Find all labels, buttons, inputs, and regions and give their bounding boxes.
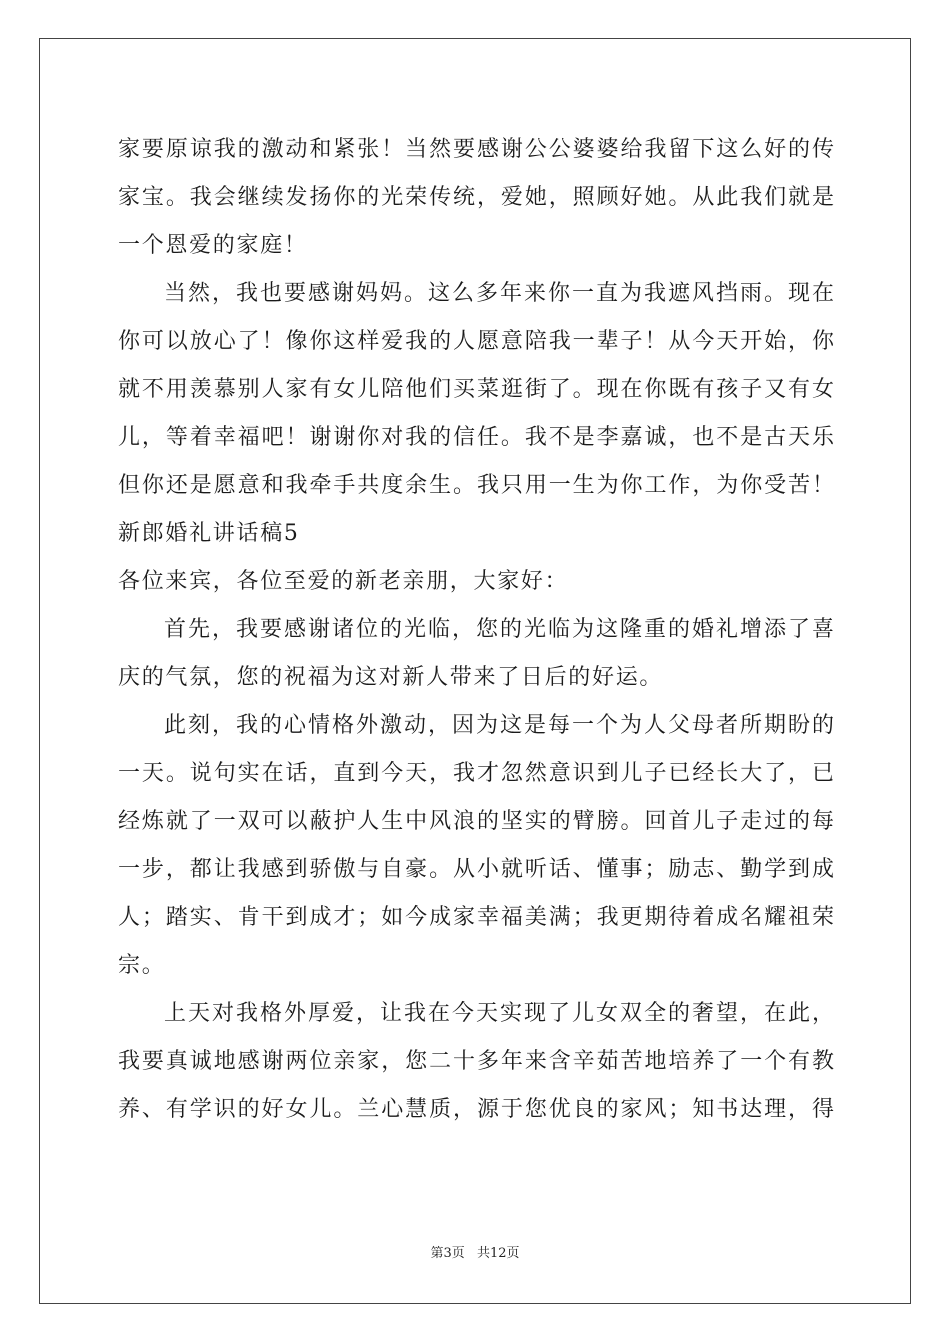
text-line: 你可以放心了！像你这样爱我的人愿意陪我一辈子！从今天开始，你	[118, 329, 834, 354]
text-line: 儿，等着幸福吧！谢谢你对我的信任。我不是李嘉诚，也不是古天乐	[118, 425, 834, 450]
text-line: 家要原谅我的激动和紧张！当然要感谢公公婆婆给我留下这么好的传	[118, 137, 834, 162]
salutation: 各位来宾，各位至爱的新老亲朋，大家好：	[118, 569, 569, 594]
text-line: 家宝。我会继续发扬你的光荣传统，爱她，照顾好她。从此我们就是	[118, 185, 834, 210]
text-line: 养、有学识的好女儿。兰心慧质，源于您优良的家风；知书达理，得	[118, 1097, 834, 1122]
document-body	[118, 126, 834, 1134]
text-line: 宗。	[118, 953, 166, 978]
text-line: 人；踏实、肯干到成才；如今成家幸福美满；我更期待着成名耀祖荣	[118, 905, 834, 930]
text-line: 但你还是愿意和我牵手共度余生。我只用一生为你工作，为你受苦！	[118, 473, 834, 498]
page-footer	[0, 1242, 950, 1261]
text-line: 就不用羡慕别人家有女儿陪他们买菜逛街了。现在你既有孩子又有女	[118, 377, 834, 402]
text-line: 上天对我格外厚爱，让我在今天实现了儿女双全的奢望，在此，	[164, 1001, 834, 1026]
text-line: 当然，我也要感谢妈妈。这么多年来你一直为我遮风挡雨。现在	[164, 281, 834, 306]
text-line: 首先，我要感谢诸位的光临，您的光临为这隆重的婚礼增添了喜	[164, 617, 834, 642]
section-heading: 新郎婚礼讲话稿5	[118, 521, 300, 546]
text-line: 此刻，我的心情格外激动，因为这是每一个为人父母者所期盼的	[164, 713, 834, 738]
text-line: 一步，都让我感到骄傲与自豪。从小就听话、懂事；励志、勤学到成	[118, 857, 834, 882]
page-number: 第3页	[430, 1246, 465, 1261]
text-line: 一天。说句实在话，直到今天，我才忽然意识到儿子已经长大了，已	[118, 761, 834, 786]
page-total: 共12页	[476, 1246, 520, 1261]
text-line: 经炼就了一双可以蔽护人生中风浪的坚实的臂膀。回首儿子走过的每	[118, 809, 834, 834]
text-line: 我要真诚地感谢两位亲家，您二十多年来含辛茹苦地培养了一个有教	[118, 1049, 834, 1074]
text-line: 庆的气氛，您的祝福为这对新人带来了日后的好运。	[118, 665, 664, 690]
text-line: 一个恩爱的家庭！	[118, 233, 308, 258]
